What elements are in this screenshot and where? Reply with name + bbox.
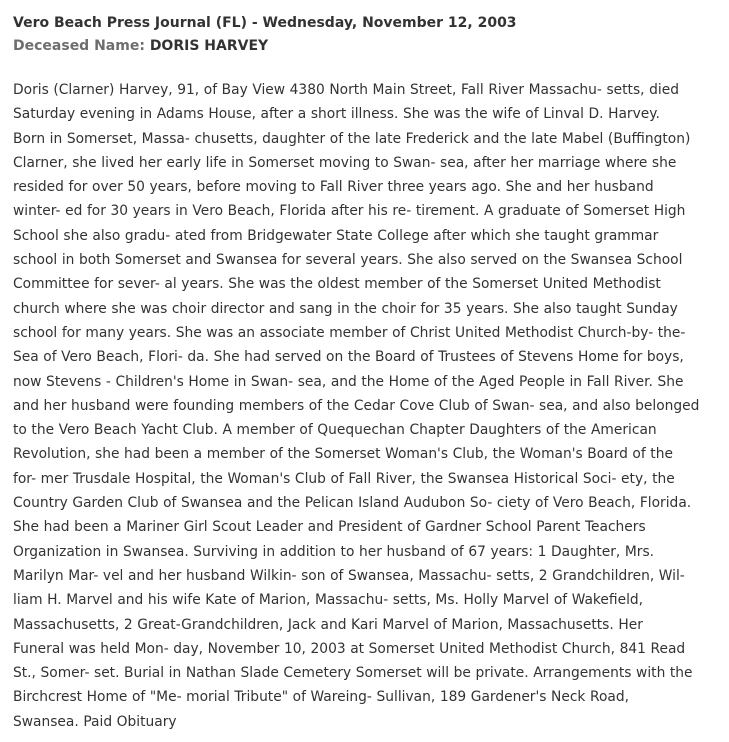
obituary-line: school for many years. She was an associate member of Christ United Methodist Church-by- the- bbox=[13, 324, 686, 341]
obituary-line: Funeral was held Mon- day, November 10, 2003 at Somerset United Methodist Church, 841 Read bbox=[13, 640, 686, 657]
deceased-name-value: DORIS HARVEY bbox=[149, 38, 269, 54]
header-separator: - bbox=[246, 15, 263, 31]
obituary-text bbox=[13, 78, 721, 734]
obituary-line: Swansea. Paid Obituary bbox=[13, 713, 177, 730]
deceased-name-label: Deceased Name: bbox=[13, 38, 150, 54]
obituary-line: St., Somer- set. Burial in Nathan Slade Cemetery Somerset will be private. Arrangements with the bbox=[13, 665, 693, 682]
obituary-line: School she also gradu- ated from Bridgewater State College after which she taught grammar bbox=[13, 227, 659, 244]
obituary-line: Committee for sever- al years. She was the oldest member of the Somerset United Methodist bbox=[13, 276, 661, 293]
deceased-name-line bbox=[13, 36, 721, 57]
obituary-line: and her husband were founding members of the Cedar Cove Club of Swan- sea, and also belonged bbox=[13, 397, 700, 414]
obituary-line: to the Vero Beach Yacht Club. A member of Quequechan Chapter Daughters of the American bbox=[13, 422, 657, 439]
obituary-line: resided for over 50 years, before moving to Fall River three years ago. She and her husband bbox=[13, 179, 654, 196]
obituary-line: Sea of Vero Beach, Flori- da. She had served on the Board of Trustees of Stevens Home for boys, bbox=[13, 349, 684, 366]
obituary-line: Country Garden Club of Swansea and the Pelican Island Audubon So- ciety of Vero Beach, Florida. bbox=[13, 495, 692, 512]
publication-date: Wednesday, November 12, 2003 bbox=[262, 15, 517, 31]
obituary-line: Birchcrest Home of "Me- morial Tribute" of Wareing- Sullivan, 189 Gardener's Neck Road, bbox=[13, 689, 630, 706]
obituary-line: liam H. Marvel and his wife Kate of Marion, Massachu- setts, Ms. Holly Marvel of Wakefield, bbox=[13, 592, 644, 609]
obituary-line: winter- ed for 30 years in Vero Beach, Florida after his re- tirement. A graduate of Somerset High bbox=[13, 203, 686, 220]
obituary-line: for- mer Trusdale Hospital, the Woman's Club of Fall River, the Swansea Historical Soci- ety, the bbox=[13, 470, 675, 487]
obituary-line: church where she was choir director and sang in the choir for 35 years. She also taught Sunday bbox=[13, 300, 678, 317]
publication-name: Vero Beach Press Journal (FL) bbox=[13, 15, 247, 31]
obituary-line: Saturday evening in Adams House, after a short illness. She was the wife of Linval D. Harvey. bbox=[13, 106, 660, 123]
obituary-line: Organization in Swansea. Surviving in addition to her husband of 67 years: 1 Daughter, Mrs. bbox=[13, 543, 655, 560]
obituary-line: Doris (Clarner) Harvey, 91, of Bay View 4380 North Main Street, Fall River Massachu- setts, died bbox=[13, 82, 679, 98]
obituary-line: Massachusetts, 2 Great-Grandchildren, Jack and Kari Marvel of Marion, Massachusetts. Her bbox=[13, 616, 643, 633]
obituary-line: She had been a Mariner Girl Scout Leader and President of Gardner School Parent Teachers bbox=[13, 519, 646, 536]
obituary-line: Clarner, she lived her early life in Somerset moving to Swan- sea, after her marriage where she bbox=[13, 154, 677, 171]
obituary-line: Revolution, she had been a member of the Somerset Woman's Club, the Woman's Board of the bbox=[13, 446, 673, 463]
obituary-line: Marilyn Mar- vel and her husband Wilkin- son of Swansea, Massachu- setts, 2 Grandchildren, Wil- bbox=[13, 567, 685, 584]
publication-header bbox=[13, 13, 721, 34]
obituary-line: school in both Somerset and Swansea for several years. She also served on the Swansea School bbox=[13, 252, 683, 269]
obituary-line: now Stevens - Children's Home in Swan- sea, and the Home of the Aged People in Fall River. She bbox=[13, 373, 684, 390]
obituary-line: Born in Somerset, Massa- chusetts, daughter of the late Frederick and the late Mabel (Buffington) bbox=[13, 130, 691, 147]
